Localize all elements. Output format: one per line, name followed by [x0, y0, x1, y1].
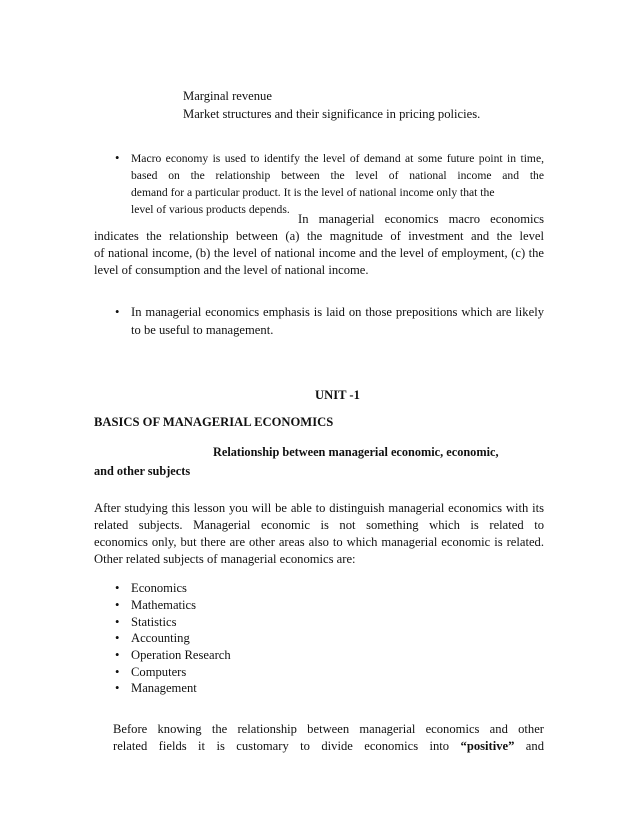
- bullet1-line: Macro economy is used to identify the level of demand at some future point in time,: [131, 152, 544, 165]
- positive-term: “positive”: [460, 739, 515, 753]
- subject-list-item: Statistics: [131, 615, 177, 629]
- unit-title: UNIT -1: [315, 388, 360, 402]
- intro-paragraph-line: Other related subjects of managerial economics are:: [94, 552, 356, 566]
- bullet-marker: •: [115, 631, 120, 645]
- intro-paragraph-line: After studying this lesson you will be able to distinguish managerial economics with its: [94, 501, 544, 515]
- bullet2-line: In managerial economics emphasis is laid on those prepositions which are likely: [131, 305, 544, 319]
- top-item-marginal-revenue: Marginal revenue: [183, 89, 272, 103]
- subject-list-item: Management: [131, 681, 197, 695]
- intro-paragraph-line: related subjects. Managerial economic is not something which is related to: [94, 518, 544, 532]
- macro-paragraph-line: indicates the relationship between (a) the magnitude of investment and the level: [94, 229, 544, 243]
- intro-paragraph-line: economics only, but there are other areas also to which managerial economic is related.: [94, 535, 544, 549]
- bullet-marker: •: [115, 665, 120, 679]
- bullet-marker: •: [115, 151, 120, 165]
- macro-paragraph-line: level of consumption and the level of national income.: [94, 263, 369, 277]
- bullet-marker: •: [115, 581, 120, 595]
- final-paragraph-line: Before knowing the relationship between managerial economics and other: [113, 722, 544, 736]
- bullet-marker: •: [115, 305, 120, 319]
- bullet1-line: level of various products depends.: [131, 203, 290, 216]
- final-paragraph-text: related fields it is customary to divide economics into: [113, 739, 461, 753]
- final-paragraph-text: and: [514, 739, 544, 753]
- bullet1-line: based on the relationship between the level of national income and the: [131, 169, 544, 182]
- subject-list-item: Accounting: [131, 631, 190, 645]
- subheading-line: and other subjects: [94, 464, 191, 478]
- bullet-marker: •: [115, 681, 120, 695]
- subject-list-item: Operation Research: [131, 648, 231, 662]
- bullet-marker: •: [115, 615, 120, 629]
- section-title: BASICS OF MANAGERIAL ECONOMICS: [94, 415, 334, 429]
- bullet-marker: •: [115, 598, 120, 612]
- bullet-marker: •: [115, 648, 120, 662]
- bullet1-line: demand for a particular product. It is the level of national income only that the: [131, 186, 495, 199]
- macro-paragraph-line: In managerial economics macro economics: [298, 212, 544, 226]
- final-paragraph-line: [113, 738, 544, 755]
- bullet2-line: to be useful to management.: [131, 323, 274, 337]
- subject-list-item: Computers: [131, 665, 187, 679]
- top-item-market-structures: Market structures and their significance in pricing policies.: [183, 107, 481, 121]
- subheading-line: Relationship between managerial economic, economic,: [213, 445, 499, 459]
- macro-paragraph-line: of national income, (b) the level of national income and the level of employment, (c) the: [94, 246, 544, 260]
- subject-list-item: Economics: [131, 581, 187, 595]
- subject-list-item: Mathematics: [131, 598, 197, 612]
